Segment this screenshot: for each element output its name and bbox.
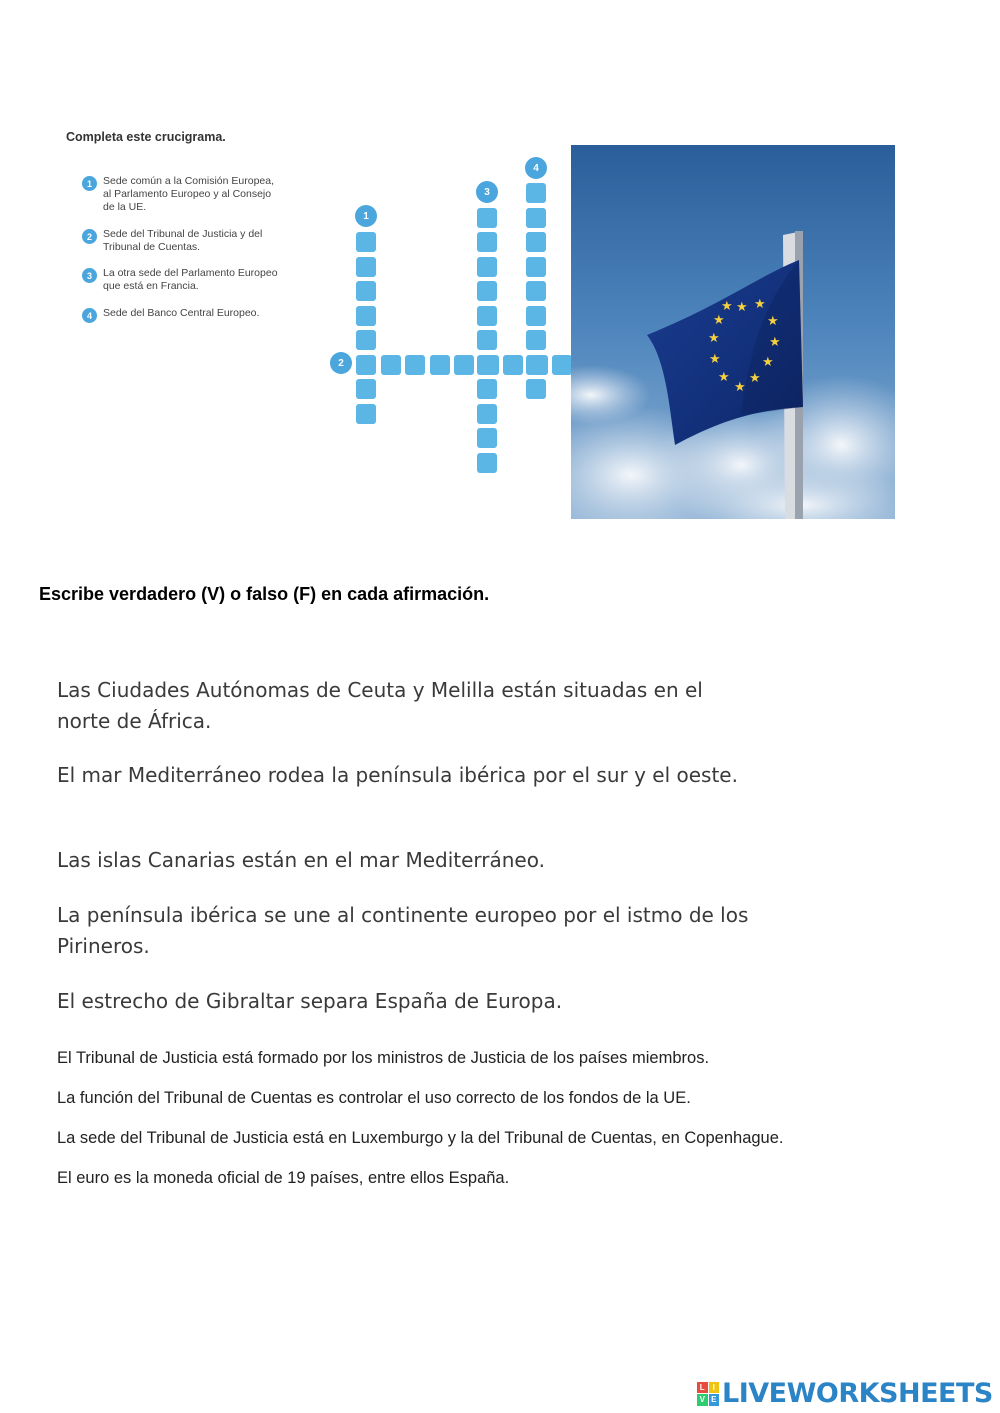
statement-8: La sede del Tribunal de Justicia está en Luxemburgo y la del Tribunal de Cuentas, en Copenhague. (57, 1129, 784, 1147)
clue-3 (82, 267, 282, 293)
crossword-cell-word-3[interactable] (477, 257, 497, 277)
crossword-cell-word-2[interactable] (479, 355, 499, 375)
crossword-cell-word-2[interactable] (430, 355, 450, 375)
svg-text:★: ★ (709, 352, 721, 367)
crossword-cell-word-1[interactable] (356, 404, 376, 424)
clue-text: La otra sede del Parlamento Europeo que está en Francia. (103, 267, 278, 292)
statement-2: El mar Mediterráneo rodea la península ibérica por el sur y el oeste. (57, 763, 738, 787)
crossword-marker-2: 2 (330, 352, 352, 374)
crossword-marker-4: 4 (525, 157, 547, 179)
crossword-cell-word-4[interactable] (526, 257, 546, 277)
crossword-cell-word-4[interactable] (526, 183, 546, 203)
statement-4: La península ibérica se une al continente europeo por el istmo de los Pirineros. (57, 903, 749, 958)
svg-text:★: ★ (762, 355, 774, 370)
crossword-title: Completa este crucigrama. (66, 130, 226, 144)
liveworksheets-logo (697, 1378, 993, 1409)
crossword-cell-word-4[interactable] (526, 379, 546, 399)
clue-number-badge: 4 (82, 308, 97, 323)
statement-6: El Tribunal de Justicia está formado por los ministros de Justicia de los países miembros. (57, 1049, 710, 1067)
crossword-cell-word-2[interactable] (528, 355, 548, 375)
crossword-cell-word-3[interactable] (477, 428, 497, 448)
svg-text:★: ★ (718, 370, 730, 385)
crossword-marker-1: 1 (355, 205, 377, 227)
logo-badge-letter: I (709, 1382, 720, 1394)
eu-flag-photo (571, 145, 895, 519)
crossword-cell-word-1[interactable] (356, 232, 376, 252)
crossword-cell-word-3[interactable] (477, 281, 497, 301)
crossword-cell-word-1[interactable] (356, 257, 376, 277)
statement-3: Las islas Canarias están en el mar Mediterráneo. (57, 848, 545, 872)
statement-5: El estrecho de Gibraltar separa España de Europa. (57, 989, 563, 1013)
clue-number-badge: 1 (82, 176, 97, 191)
logo-badge-letter: V (697, 1394, 708, 1406)
svg-text:★: ★ (734, 380, 746, 395)
crossword-cell-word-1[interactable] (356, 355, 376, 375)
crossword-cell-word-1[interactable] (356, 306, 376, 326)
clue-4 (82, 307, 282, 323)
crossword-cell-word-4[interactable] (526, 306, 546, 326)
crossword-cell-word-1[interactable] (356, 379, 376, 399)
clue-text: Sede del Banco Central Europeo. (103, 307, 260, 319)
logo-wordmark: LIVEWORKSHEETS (722, 1378, 993, 1409)
crossword-cell-word-2[interactable] (405, 355, 425, 375)
crossword-cell-word-2[interactable] (552, 355, 572, 375)
crossword-marker-3: 3 (476, 181, 498, 203)
crossword-cell-word-1[interactable] (356, 281, 376, 301)
crossword-cell-word-3[interactable] (477, 306, 497, 326)
svg-text:★: ★ (708, 331, 720, 346)
svg-text:★: ★ (713, 313, 725, 328)
crossword-cell-word-2[interactable] (381, 355, 401, 375)
crossword-cell-word-4[interactable] (526, 281, 546, 301)
statement-9: El euro es la moneda oficial de 19 países, entre ellos España. (57, 1169, 510, 1187)
clue-2 (82, 228, 282, 254)
logo-badge-letter: E (709, 1394, 720, 1406)
crossword-cell-word-3[interactable] (477, 232, 497, 252)
crossword-cell-word-1[interactable] (356, 330, 376, 350)
crossword-cell-word-4[interactable] (526, 232, 546, 252)
svg-text:★: ★ (736, 300, 748, 315)
svg-text:★: ★ (754, 297, 766, 312)
crossword-cell-word-2[interactable] (454, 355, 474, 375)
crossword-cell-word-3[interactable] (477, 208, 497, 228)
clue-text: Sede común a la Comisión Europea, al Parlamento Europeo y al Consejo de la UE. (103, 175, 275, 213)
clue-1 (82, 175, 282, 214)
svg-text:★: ★ (721, 299, 733, 314)
statement-1: Las Ciudades Autónomas de Ceuta y Melilla están situadas en el norte de África. (57, 678, 703, 733)
crossword-cell-word-3[interactable] (477, 453, 497, 473)
clue-number-badge: 3 (82, 268, 97, 283)
crossword-cell-word-2[interactable] (503, 355, 523, 375)
svg-text:★: ★ (749, 371, 761, 386)
true-false-title: Escribe verdadero (V) o falso (F) en cada afirmación. (39, 584, 490, 604)
crossword-cell-word-3[interactable] (477, 379, 497, 399)
crossword-cell-word-4[interactable] (526, 208, 546, 228)
crossword-cell-word-3[interactable] (477, 404, 497, 424)
crossword-cell-word-4[interactable] (526, 330, 546, 350)
clue-number-badge: 2 (82, 229, 97, 244)
statement-7: La función del Tribunal de Cuentas es controlar el uso correcto de los fondos de la UE. (57, 1089, 691, 1107)
eu-flag-illustration (571, 145, 895, 519)
clue-text: Sede del Tribunal de Justicia y del Tribunal de Cuentas. (103, 228, 263, 253)
logo-badge-icon (697, 1382, 719, 1406)
crossword-cell-word-3[interactable] (477, 330, 497, 350)
logo-badge-letter: L (697, 1382, 708, 1394)
svg-text:★: ★ (767, 314, 779, 329)
svg-text:★: ★ (769, 335, 781, 350)
